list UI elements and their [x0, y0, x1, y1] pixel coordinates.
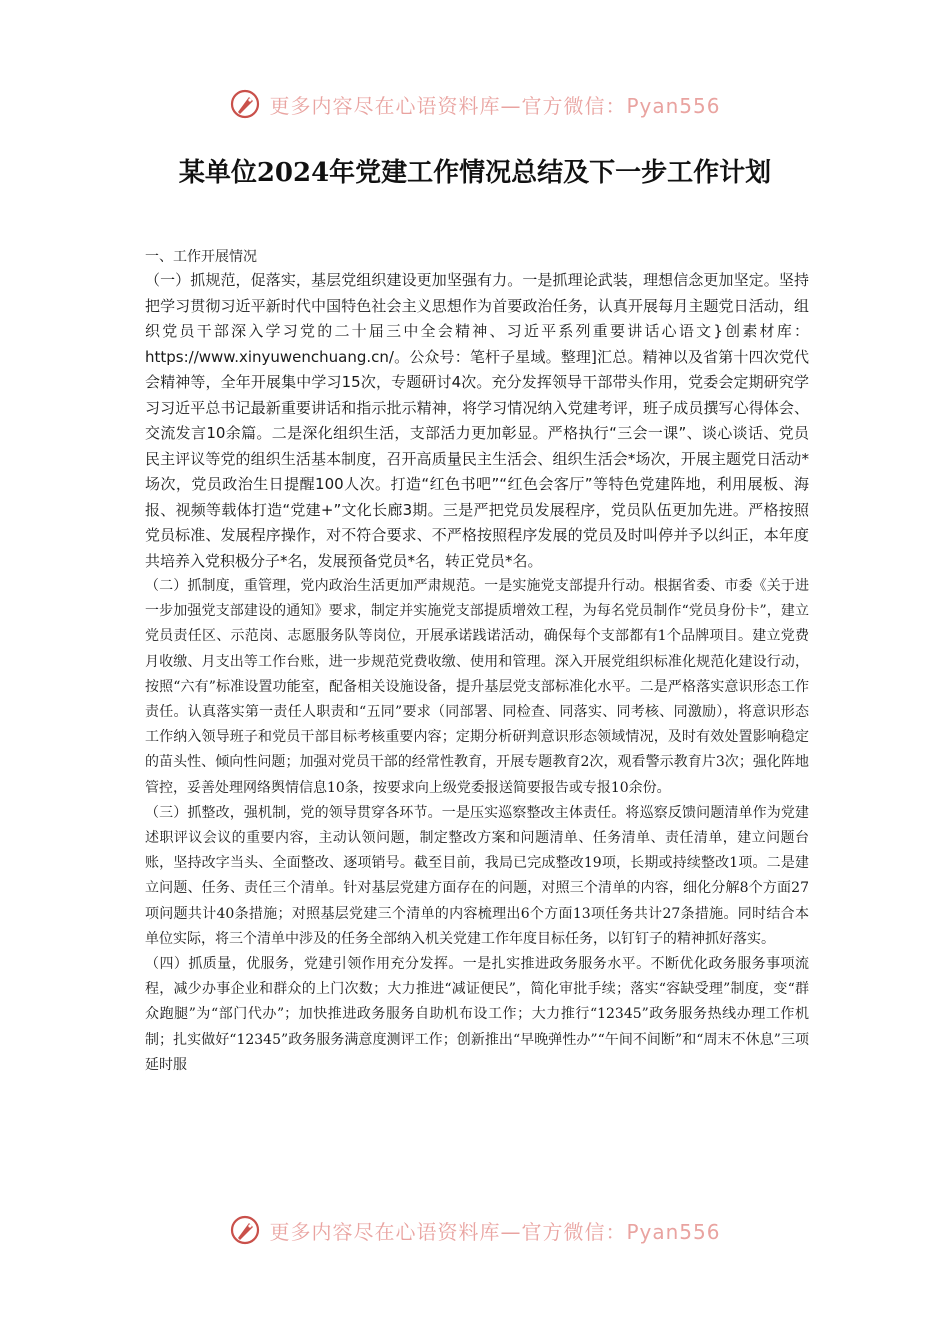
watermark-banner-bottom: [0, 1210, 950, 1250]
paragraph: （三）抓整改，强机制，党的领导贯穿各环节。一是压实巡察整改主体责任。将巡察反馈问题清单作为党建述职评议会议的重要内容，主动认领问题，制定整改方案和问题清单、任务清单、责任清单，建立问题台账，坚持改字当头、全面整改、逐项销号。截至目前，我局已完成整改19项，长期或持续整改1项。二是建立问题、任务、责任三个清单。针对基层党建方面存在的问题，对照三个清单的内容，细化分解8个方面27项问题共计40条措施；对照基层党建三个清单的内容梳理出6个方面13项任务共计27条措施。同时结合本单位实际，将三个清单中涉及的任务全部纳入机关党建工作年度目标任务，以钉钉子的精神抓好落实。: [145, 804, 809, 947]
document-body: [145, 246, 809, 1078]
pen-nib-circle-icon: [229, 88, 261, 120]
document-title: 某单位2024年党建工作情况总结及下一步工作计划: [178, 158, 772, 188]
paragraph: （二）抓制度，重管理，党内政治生活更加严肃规范。一是实施党支部提升行动。根据省委、市委《关于进一步加强党支部建设的通知》要求，制定并实施党支部提质增效工程，为每名党员制作“党员身份卡”，建立党员责任区、示范岗、志愿服务队等岗位，开展承诺践诺活动，确保每个支部都有1个品牌项目。建立党费月收缴、月支出等工作台账，进一步规范党费收缴、使用和管理。深入开展党组织标准化规范化建设行动，按照“六有”标准设置功能室，配备相关设施设备，提升基层党支部标准化水平。二是严格落实意识形态工作责任。认真落实第一责任人职责和“五同”要求（同部署、同检查、同落实、同考核、同激励），将意识形态工作纳入领导班子和党员干部目标考核重要内容；定期分析研判意识形态领域情况，及时有效处置影响稳定的苗头性、倾向性问题；加强对党员干部的经常性教育，开展专题教育2次，观看警示教育片3次；强化阵地管控，妥善处理网络舆情信息10条，按要求向上级党委报送简要报告或专报10余份。: [145, 578, 809, 796]
pen-nib-circle-icon: [229, 1214, 261, 1246]
watermark-text: 更多内容尽在心语资料库—官方微信：Pyan556: [269, 1219, 721, 1244]
watermark-banner-top: [0, 84, 950, 124]
section-heading: 一、工作开展情况: [145, 249, 257, 265]
paragraph: （一）抓规范，促落实，基层党组织建设更加坚强有力。一是抓理论武装，理想信念更加坚定。坚持把学习贯彻习近平新时代中国特色社会主义思想作为首要政治任务，认真开展每月主题党日活动，组织党员干部深入学习党的二十届三中全会精神、习近平系列重要讲话心语文}创素材库：https://www.xinyuwenchuang.cn/。公众号：笔杆子星域。整理]汇总。精神以及省第十四次党代会精神等，全年开展集中学习15次，专题研讨4次。充分发挥领导干部带头作用，党委会定期研究学习习近平总书记最新重要讲话和指示批示精神，将学习情况纳入党建考评，班子成员撰写心得体会、交流发言10余篇。二是深化组织生活，支部活力更加彰显。严格执行“三会一课”、谈心谈话、党员民主评议等党的组织生活基本制度，召开高质量民主生活会、组织生活会*场次，开展主题党日活动*场次，党员政治生日提醒100人次。打造“红色书吧”“红色会客厅”等特色党建阵地，利用展板、海报、视频等载体打造“党建+”文化长廊3期。三是严把党员发展程序，党员队伍更加先进。严格按照党员标准、发展程序操作，对不符合要求、不严格按照程序发展的党员及时叫停并予以纠正，本年度共培养入党积极分子*名，发展预备党员*名，转正党员*名。: [145, 271, 809, 570]
paragraph: （四）抓质量，优服务，党建引领作用充分发挥。一是扎实推进政务服务水平。不断优化政务服务事项流程，减少办事企业和群众的上门次数；大力推进“减证便民”，简化审批手续；落实“容缺受理”制度，变“群众跑腿”为“部门代办”；加快推进政务服务自助机布设工作；大力推行“12345”政务服务热线办理工作机制；扎实做好“12345”政务服务满意度测评工作；创新推出“早晚弹性办”“午间不间断”和“周末不休息”三项延时服: [145, 956, 809, 1073]
watermark-text: 更多内容尽在心语资料库—官方微信：Pyan556: [269, 93, 721, 118]
